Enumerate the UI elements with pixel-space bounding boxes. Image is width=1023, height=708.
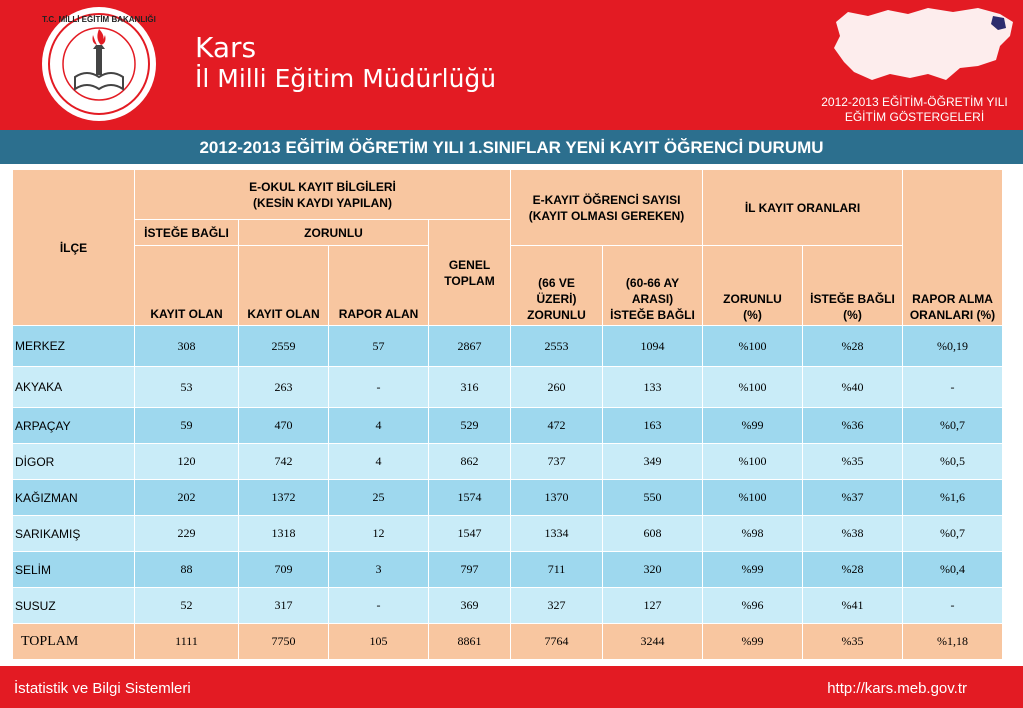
cell-ilce: MERKEZ [13, 326, 135, 367]
cell-value: 862 [429, 444, 511, 480]
cell-value: 1094 [603, 326, 703, 367]
brand-directorate: İl Milli Eğitim Müdürlüğü [195, 64, 497, 93]
cell-value: %28 [803, 552, 903, 588]
cell-value: %35 [803, 444, 903, 480]
cell-value: 133 [603, 367, 703, 408]
table-total-row [13, 624, 1003, 660]
enrollment-table [12, 169, 1003, 660]
cell-value: 1334 [511, 516, 603, 552]
cell-value: 742 [239, 444, 329, 480]
cell-total: 1111 [135, 624, 239, 660]
cell-value: %0,19 [903, 326, 1003, 367]
cell-value: 12 [329, 516, 429, 552]
header-zor-pct-line-2: (%) [743, 308, 762, 322]
cell-value: 550 [603, 480, 703, 516]
header-ekayit-line-2: (KAYIT OLMASI GEREKEN) [528, 208, 685, 223]
cell-value: 3 [329, 552, 429, 588]
cell-total: 105 [329, 624, 429, 660]
table-row [13, 408, 1003, 444]
cell-value: - [329, 588, 429, 624]
content-area [0, 164, 1023, 666]
cell-value: 320 [603, 552, 703, 588]
header-zor-pct-line-1: ZORUNLU [723, 292, 782, 306]
header-genel-line-2: TOPLAM [444, 273, 495, 288]
ministry-logo-icon [35, 5, 163, 123]
header-eokul-line-1: E-OKUL KAYIT BİLGİLERİ [249, 179, 396, 194]
header-rapor-pct-line-2: ORANLARI (%) [909, 308, 996, 322]
cell-ilce: SELİM [13, 552, 135, 588]
cell-value: 1574 [429, 480, 511, 516]
tagline [812, 95, 1017, 125]
cell-ilce: SARIKAMIŞ [13, 516, 135, 552]
title-bar [0, 130, 1023, 164]
header-kayit-olan-istege: KAYIT OLAN [135, 246, 239, 326]
cell-total: 7764 [511, 624, 603, 660]
cell-value: 88 [135, 552, 239, 588]
header-6066-line-2: ARASI) [631, 292, 674, 306]
header-6066-istege [603, 246, 703, 326]
tagline-line-2: EĞİTİM GÖSTERGELERİ [844, 110, 985, 124]
cell-value: 472 [511, 408, 603, 444]
cell-value: 369 [429, 588, 511, 624]
cell-value: 470 [239, 408, 329, 444]
cell-value: 308 [135, 326, 239, 367]
cell-value: %0,4 [903, 552, 1003, 588]
cell-value: 797 [429, 552, 511, 588]
tagline-line-1: 2012-2013 EĞİTİM-ÖĞRETİM YILI [821, 95, 1008, 109]
header-il-oran: İL KAYIT ORANLARI [703, 170, 903, 246]
cell-value: %99 [703, 552, 803, 588]
header-ist-pct-line-1: İSTEĞE BAĞLI [810, 292, 895, 306]
svg-text:T.C. MİLLİ EĞİTİM BAKANLIĞI: T.C. MİLLİ EĞİTİM BAKANLIĞI [42, 15, 156, 24]
cell-value: 608 [603, 516, 703, 552]
cell-value: 120 [135, 444, 239, 480]
brand-block [195, 32, 496, 94]
cell-value: 4 [329, 444, 429, 480]
cell-value: 57 [329, 326, 429, 367]
table-row [13, 480, 1003, 516]
cell-value: %1,6 [903, 480, 1003, 516]
cell-value: 52 [135, 588, 239, 624]
cell-total: 3244 [603, 624, 703, 660]
brand-city: Kars [195, 31, 257, 64]
cell-total: 8861 [429, 624, 511, 660]
cell-value: %99 [703, 408, 803, 444]
cell-value: %100 [703, 326, 803, 367]
cell-value: %40 [803, 367, 903, 408]
cell-value: 711 [511, 552, 603, 588]
header-istege: İSTEĞE BAĞLI [135, 220, 239, 246]
cell-value: 1547 [429, 516, 511, 552]
cell-ilce: KAĞIZMAN [13, 480, 135, 516]
table-row [13, 588, 1003, 624]
cell-value: - [903, 588, 1003, 624]
cell-value: 2867 [429, 326, 511, 367]
cell-value: 529 [429, 408, 511, 444]
cell-value: 737 [511, 444, 603, 480]
header-ekayit [511, 170, 703, 246]
table-row [13, 516, 1003, 552]
cell-ilce: ARPAÇAY [13, 408, 135, 444]
cell-value: %100 [703, 367, 803, 408]
header-istege-pct [803, 246, 903, 326]
cell-value: 2559 [239, 326, 329, 367]
cell-ilce: SUSUZ [13, 588, 135, 624]
cell-value: 4 [329, 408, 429, 444]
header-kayit-olan-zorunlu: KAYIT OLAN [239, 246, 329, 326]
cell-total-label: TOPLAM [13, 624, 135, 660]
header-rapor-pct-line-1: RAPOR ALMA [912, 292, 993, 306]
table-row [13, 326, 1003, 367]
table-row [13, 367, 1003, 408]
cell-value: %100 [703, 480, 803, 516]
cell-total: %1,18 [903, 624, 1003, 660]
cell-value: 349 [603, 444, 703, 480]
header-rapor-pct [903, 170, 1003, 326]
header-6066-line-3: İSTEĞE BAĞLI [610, 308, 695, 322]
cell-value: - [329, 367, 429, 408]
cell-value: 127 [603, 588, 703, 624]
cell-value: 1370 [511, 480, 603, 516]
cell-value: 2553 [511, 326, 603, 367]
cell-value: %96 [703, 588, 803, 624]
cell-value: %28 [803, 326, 903, 367]
cell-value: 1318 [239, 516, 329, 552]
header-genel-toplam [429, 220, 511, 326]
cell-value: 263 [239, 367, 329, 408]
cell-value: %0,7 [903, 516, 1003, 552]
header-banner [0, 0, 1023, 130]
cell-value: - [903, 367, 1003, 408]
header-zorunlu-pct [703, 246, 803, 326]
cell-ilce: AKYAKA [13, 367, 135, 408]
cell-value: %36 [803, 408, 903, 444]
header-rapor-alan: RAPOR ALAN [329, 246, 429, 326]
cell-value: 53 [135, 367, 239, 408]
cell-value: 1372 [239, 480, 329, 516]
cell-total: %35 [803, 624, 903, 660]
cell-value: 229 [135, 516, 239, 552]
cell-value: %38 [803, 516, 903, 552]
header-66-zorunlu [511, 246, 603, 326]
header-eokul-line-2: (KESİN KAYDI YAPILAN) [253, 195, 392, 210]
cell-value: 25 [329, 480, 429, 516]
cell-value: 316 [429, 367, 511, 408]
header-eokul [135, 170, 511, 220]
cell-value: 327 [511, 588, 603, 624]
cell-value: %100 [703, 444, 803, 480]
header-66-line-2: ÜZERİ) [536, 292, 577, 306]
cell-value: 163 [603, 408, 703, 444]
cell-value: 202 [135, 480, 239, 516]
header-zorunlu: ZORUNLU [239, 220, 429, 246]
cell-value: 317 [239, 588, 329, 624]
header-ist-pct-line-2: (%) [843, 308, 862, 322]
cell-value: 260 [511, 367, 603, 408]
cell-value: %0,7 [903, 408, 1003, 444]
footer-website-link[interactable]: http://kars.meb.gov.tr [827, 680, 967, 697]
cell-value: %0,5 [903, 444, 1003, 480]
header-66-line-1: (66 VE [538, 276, 575, 290]
cell-total: %99 [703, 624, 803, 660]
header-genel-line-1: GENEL [448, 257, 491, 272]
table-row [13, 444, 1003, 480]
cell-value: %98 [703, 516, 803, 552]
header-66-line-3: ZORUNLU [527, 308, 586, 322]
header-6066-line-1: (60-66 AY [625, 276, 680, 290]
header-ilce: İLÇE [13, 170, 135, 326]
footer-department: İstatistik ve Bilgi Sistemleri [14, 680, 191, 697]
table-row [13, 552, 1003, 588]
cell-value: 709 [239, 552, 329, 588]
turkey-map-icon [828, 2, 1018, 92]
cell-value: %41 [803, 588, 903, 624]
page-title: 2012-2013 EĞİTİM ÖĞRETİM YILI 1.SINIFLAR YENİ KAYIT ÖĞRENCİ DURUMU [199, 138, 824, 157]
footer-bar [0, 666, 1023, 708]
cell-value: 59 [135, 408, 239, 444]
cell-value: %37 [803, 480, 903, 516]
header-ekayit-line-1: E-KAYIT ÖĞRENCİ SAYISI [532, 192, 681, 207]
cell-ilce: DİGOR [13, 444, 135, 480]
cell-total: 7750 [239, 624, 329, 660]
